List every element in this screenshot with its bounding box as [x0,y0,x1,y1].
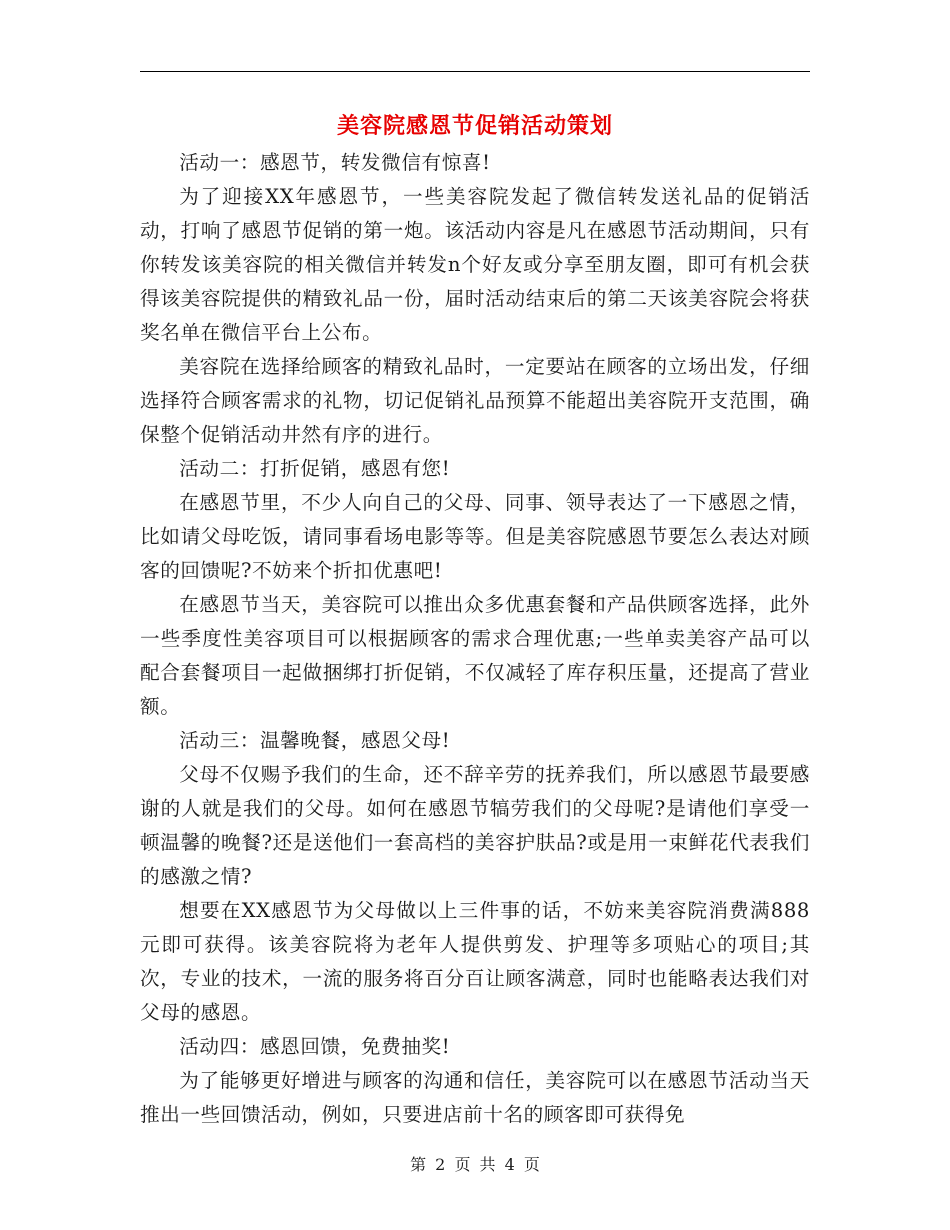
activity-4-heading: 活动四：感恩回馈，免费抽奖! [179,1035,451,1058]
paragraph: 美容院在选择给顾客的精致礼品时，一定要站在顾客的立场出发，仔细选择符合顾客需求的礼物，切记促销礼品预算不能超出美容院开支范围，确保整个促销活动井然有序的进行。 [140,355,810,446]
activity-1-heading: 活动一：感恩节，转发微信有惊喜! [179,151,491,174]
paragraph: 在感恩节当天，美容院可以推出众多优惠套餐和产品供顾客选择，此外一些季度性美容项目可以根据顾客的需求合理优惠;一些单卖美容产品可以配合套餐项目一起做捆绑打折促销，不仅减轻了库存积压量，还提高了营业额。 [140,593,810,718]
document-body [140,146,810,1132]
paragraph: 为了能够更好增进与顾客的沟通和信任，美容院可以在感恩节活动当天推出一些回馈活动，例如，只要进店前十名的顾客即可获得免 [140,1069,810,1126]
activity-2-heading: 活动二：打折促销，感恩有您! [179,457,451,480]
header-rule [140,71,810,72]
paragraph: 为了迎接XX年感恩节，一些美容院发起了微信转发送礼品的促销活动，打响了感恩节促销的第一炮。该活动内容是凡在感恩节活动期间，只有你转发该美容院的相关微信并转发n个好友或分享至朋友圈，即可有机会获得该美容院提供的精致礼品一份，届时活动结束后的第二天该美容院会将获奖名单在微信平台上公布。 [140,185,810,344]
document-title: 美容院感恩节促销活动策划 [336,113,613,139]
activity-3-heading: 活动三：温馨晚餐，感恩父母! [179,729,451,752]
paragraph: 想要在XX感恩节为父母做以上三件事的话，不妨来美容院消费满888元即可获得。该美容院将为老年人提供剪发、护理等多项贴心的项目;其次，专业的技术，一流的服务将百分百让顾客满意，同时也能略表达我们对父母的感恩。 [140,899,810,1024]
page-number: 第 2 页 共 4 页 [410,1155,540,1174]
paragraph: 父母不仅赐予我们的生命，还不辞辛劳的抚养我们，所以感恩节最要感谢的人就是我们的父母。如何在感恩节犒劳我们的父母呢?是请他们享受一顿温馨的晚餐?还是送他们一套高档的美容护肤品?或是用一束鲜花代表我们的感激之情? [140,763,810,888]
paragraph: 在感恩节里，不少人向自己的父母、同事、领导表达了一下感恩之情，比如请父母吃饭，请同事看场电影等等。但是美容院感恩节要怎么表达对顾客的回馈呢?不妨来个折扣优惠吧! [140,491,810,582]
